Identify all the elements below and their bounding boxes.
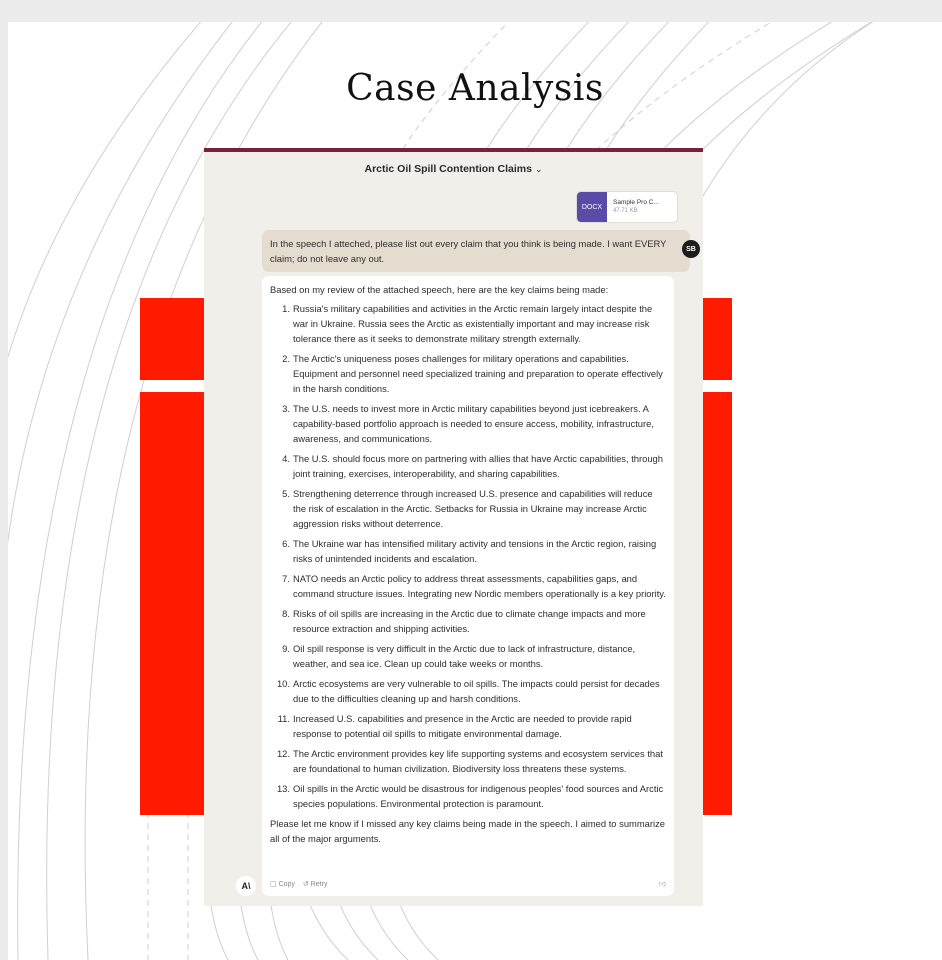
- claim-number: 10.: [276, 678, 290, 689]
- chevron-down-icon[interactable]: ⌄: [534, 164, 543, 174]
- claim-text: Oil spill response is very difficult in the Arctic due to lack of infrastructure, distance, weather, and sea ice. Clean up could take weeks or months.: [293, 643, 636, 669]
- claim-item: [270, 711, 666, 741]
- attachment-size: 47.71 KB: [613, 208, 638, 214]
- assistant-message: [262, 276, 674, 896]
- claim-item: [270, 571, 666, 601]
- retry-icon: ↺: [302, 881, 309, 888]
- claim-number: 11.: [277, 713, 290, 724]
- claim-item: [270, 451, 666, 481]
- claim-item: [270, 351, 666, 396]
- claim-text: The U.S. should focus more on partnering with allies that have Arctic capabilities, through joint training, exercises, interoperability, and sharing capabilities.: [293, 453, 663, 479]
- docx-file-icon: DOCX: [577, 192, 607, 222]
- window-topbar: [204, 148, 703, 152]
- assistant-logo: A\: [236, 876, 256, 896]
- copy-button[interactable]: [270, 877, 295, 892]
- claim-item: [270, 301, 666, 346]
- claim-item: [270, 486, 666, 531]
- user-avatar: SB: [682, 240, 700, 258]
- red-band-left-bottom: [140, 392, 204, 815]
- slide: [8, 22, 942, 960]
- claim-text: Increased U.S. capabilities and presence in the Arctic are needed to provide rapid response to potential oil spills to mitigate environmental damage.: [293, 713, 632, 739]
- claim-number: 13.: [276, 783, 290, 794]
- attachment-card[interactable]: [577, 192, 677, 222]
- claim-text: The U.S. needs to invest more in Arctic military capabilities beyond just icebreakers. A capability-based portfolio approach is needed to ensure access, mobility, infrastructure, awareness, and communications.: [293, 403, 654, 444]
- claim-number: 8.: [282, 608, 290, 619]
- claim-item: [270, 781, 666, 811]
- copy-label: Copy: [278, 881, 295, 888]
- claim-item: [270, 746, 666, 776]
- claim-number: 3.: [282, 403, 290, 414]
- claim-text: Russia's military capabilities and activities in the Arctic remain largely intact despite the war in Ukraine. Russia sees the Arctic as existentially important and may increase risk tolerance there as it seeks to demonstrate military strength externally.: [293, 303, 653, 344]
- claim-item: [270, 606, 666, 636]
- claim-number: 4.: [282, 453, 290, 464]
- claim-number: 6.: [282, 538, 290, 549]
- claim-text: Arctic ecosystems are very vulnerable to oil spills. The impacts could persist for decades due to the difficulties cleaning up and harsh conditions.: [293, 678, 660, 704]
- claim-text: Oil spills in the Arctic would be disastrous for indigenous peoples' food sources and Arctic species populations. Environmental protection is paramount.: [293, 783, 664, 809]
- claim-number: 9.: [282, 643, 290, 654]
- retry-label: Retry: [310, 881, 328, 888]
- claim-number: 5.: [282, 488, 290, 499]
- conversation-title[interactable]: [204, 163, 703, 177]
- claim-item: [270, 676, 666, 706]
- conversation-title-text: Arctic Oil Spill Contention Claims: [364, 163, 532, 175]
- claim-number: 2.: [282, 353, 290, 364]
- claim-text: Risks of oil spills are increasing in the Arctic due to climate change impacts and more resource extraction and shipping activities.: [293, 608, 646, 634]
- claim-number: 12.: [276, 748, 290, 759]
- claim-text: The Ukraine war has intensified military activity and tensions in the Arctic region, raising risks of unintended incidents and escalation.: [293, 538, 657, 564]
- claim-text: Strengthening deterrence through increased U.S. presence and capabilities will reduce the risk of escalation in the Arctic. Setbacks for Russia in Ukraine may increase Arctic aggression risks without deterrence.: [293, 488, 653, 529]
- claim-text: NATO needs an Arctic policy to address threat assessments, capabilities gaps, and command structure issues. Integrating new Nordic members operationally is a key priority.: [293, 573, 666, 599]
- claim-item: [270, 401, 666, 446]
- retry-button[interactable]: [303, 877, 328, 892]
- thumbs-down-icon[interactable]: 👎︎: [658, 881, 666, 888]
- assistant-outro: Please let me know if I missed any key claims being made in the speech. I aimed to summarize all of the major arguments.: [270, 818, 665, 844]
- user-message: In the speech I atteched, please list out every claim that you think is being made. I want EVERY claim; do not leave any out.: [262, 230, 690, 272]
- red-band-right-top: [703, 298, 732, 380]
- chat-screenshot: [204, 148, 703, 906]
- copy-icon: ▢: [270, 881, 277, 888]
- red-band-left-top: [140, 298, 204, 380]
- claims-list: [270, 301, 666, 811]
- claim-text: The Arctic's uniqueness poses challenges for military operations and capabilities. Equipment and personnel need specialized training and preparation to operate effectively in the harsh conditions.: [293, 353, 663, 394]
- attachment-name: Sample Pro C...: [613, 199, 659, 206]
- claim-item: [270, 641, 666, 671]
- claim-number: 7.: [282, 573, 290, 584]
- assistant-intro: Based on my review of the attached speech, here are the key claims being made:: [270, 284, 609, 295]
- message-actions: [270, 877, 327, 892]
- slide-title: Case Analysis: [346, 68, 604, 109]
- claim-text: The Arctic environment provides key life supporting systems and ecosystem services that are foundational to human civilization. Biodiversity loss threatens these systems.: [293, 748, 663, 774]
- red-band-right-bottom: [703, 392, 732, 815]
- claim-number: 1.: [282, 303, 290, 314]
- claim-item: [270, 536, 666, 566]
